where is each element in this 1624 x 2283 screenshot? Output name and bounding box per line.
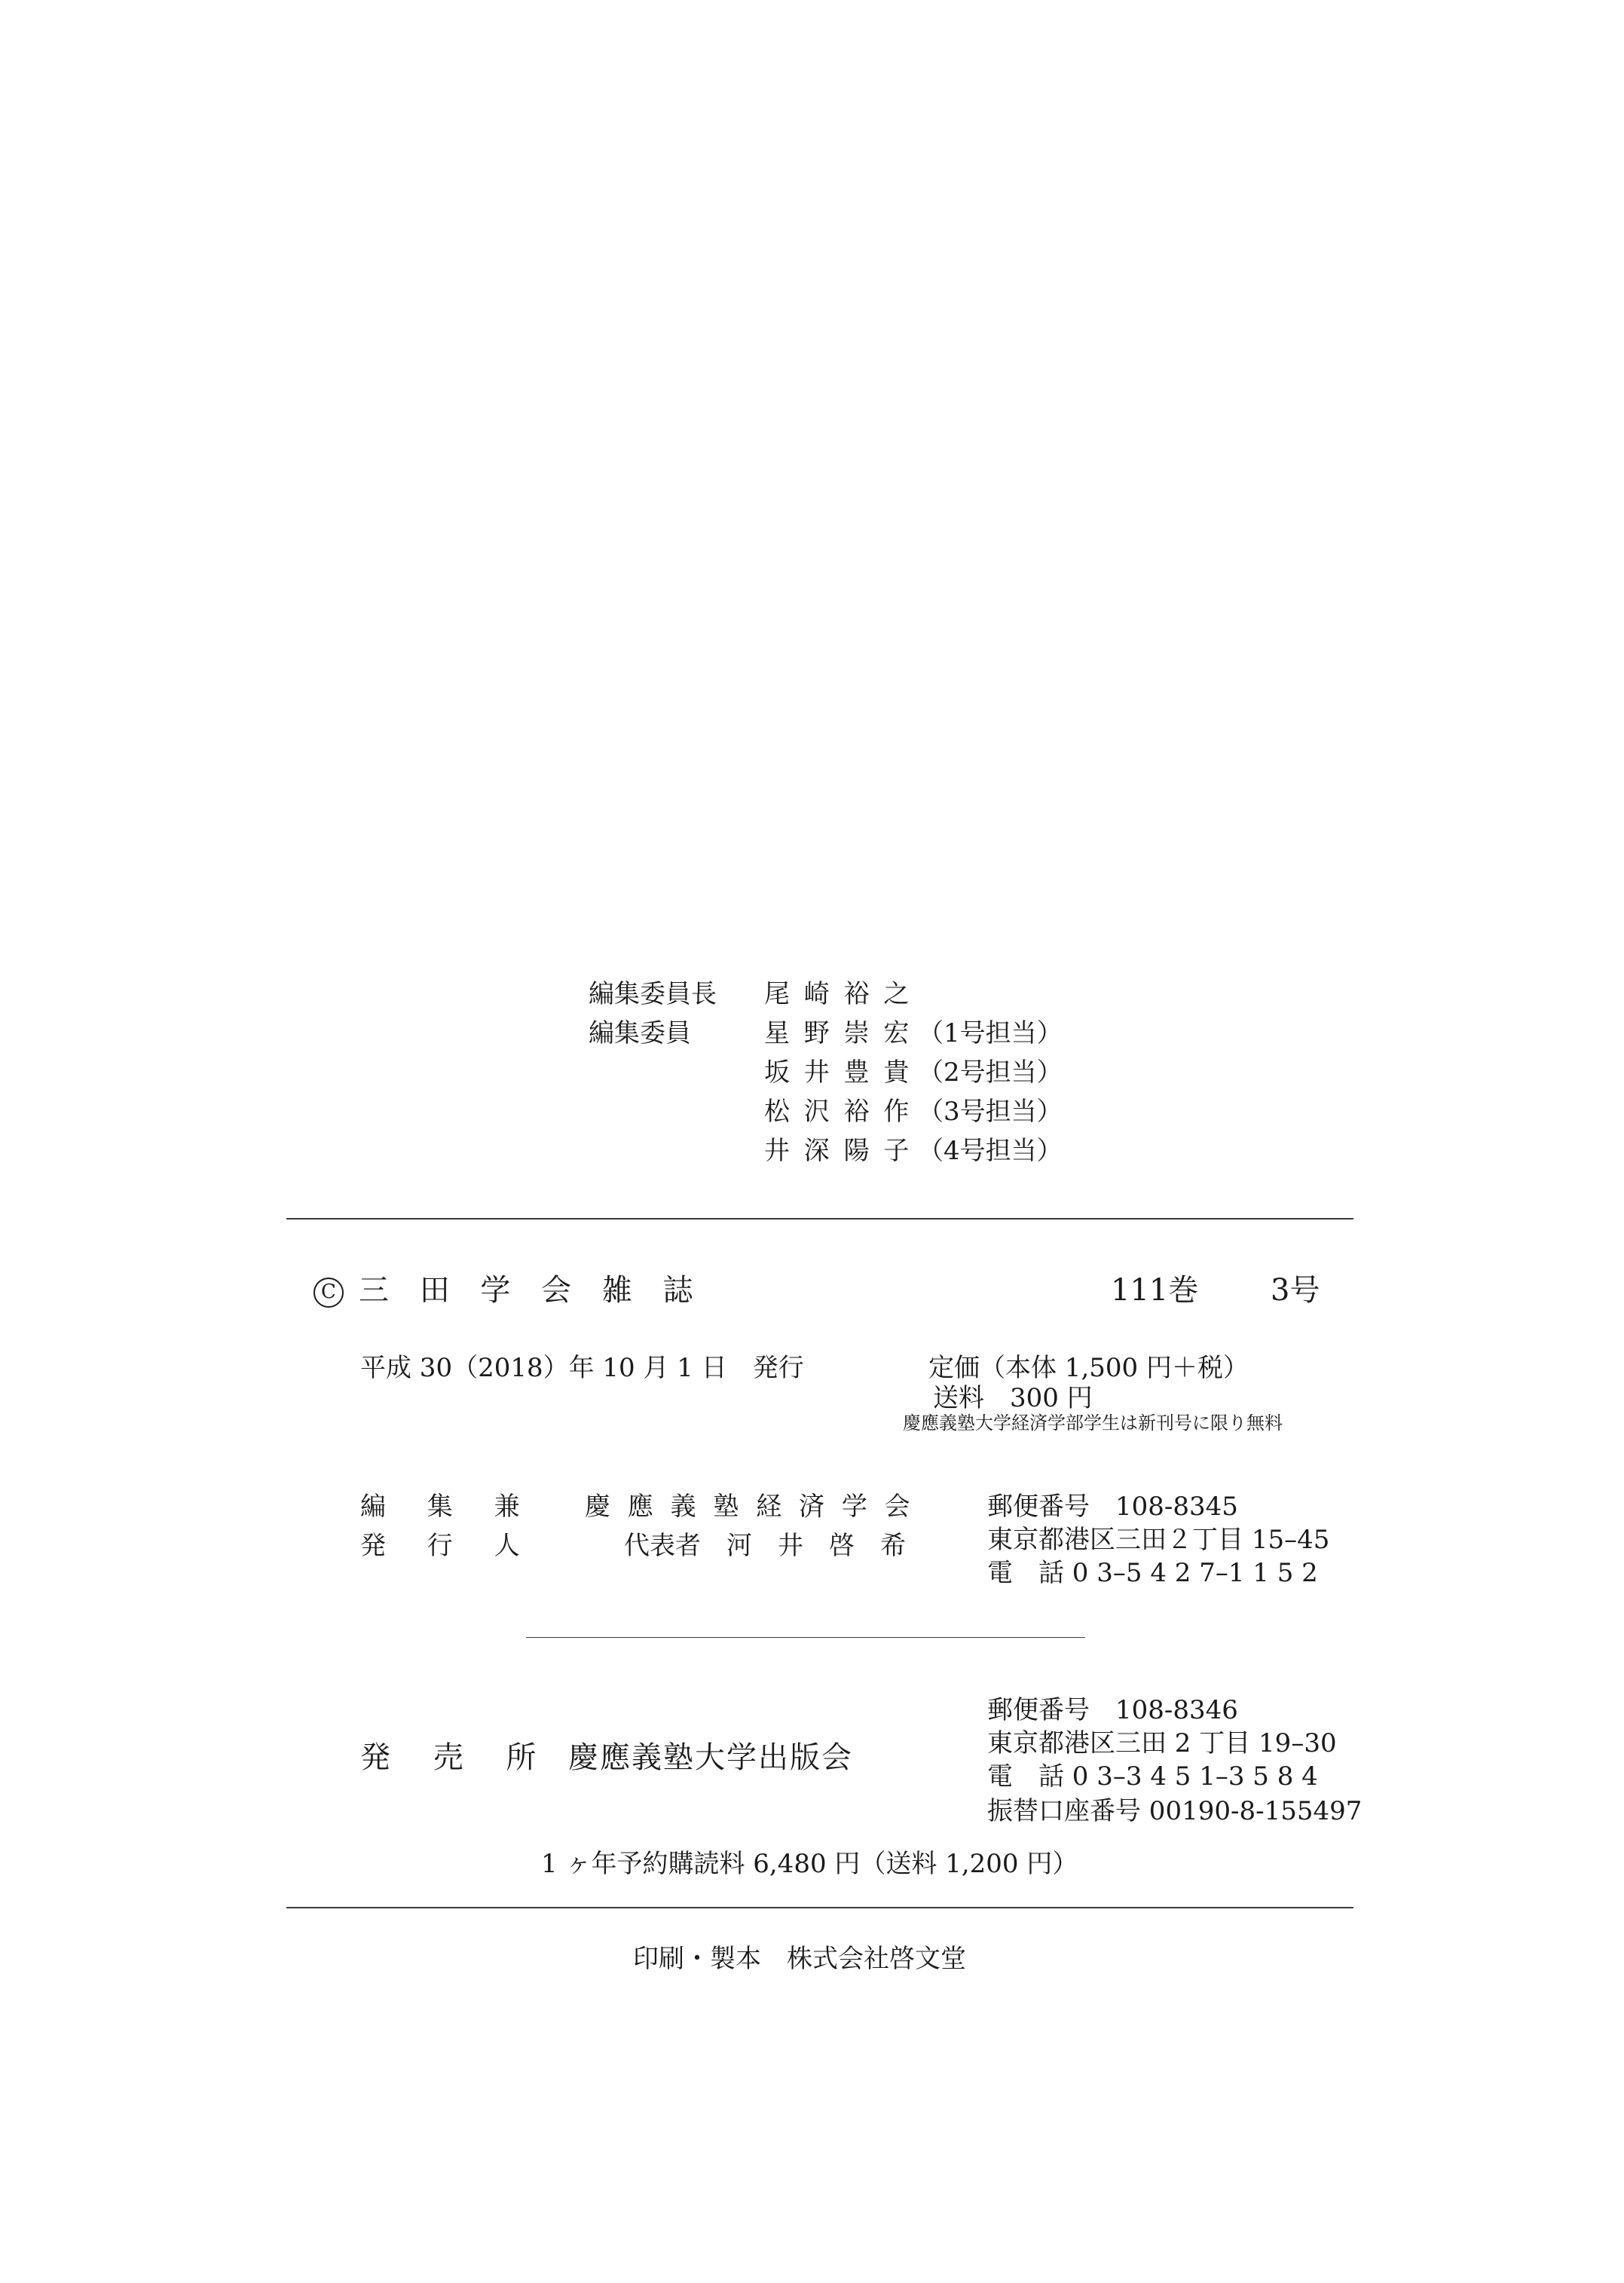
editor-publisher-label-2: 発 行 人 [360, 1531, 537, 1561]
student-note: 慶應義塾大学経済学部学生は新刊号に限り無料 [903, 1412, 1283, 1434]
volume-number: 111巻 [1111, 1273, 1199, 1308]
member-name: 星 野 崇 宏 [764, 1018, 913, 1048]
member-name: 井 深 陽 子 [764, 1136, 913, 1166]
distributor-label: 発 売 所 [360, 1740, 553, 1775]
bottom-divider [286, 1907, 1353, 1908]
middle-divider [526, 1637, 1085, 1638]
shipping-fee: 送料 300 円 [933, 1383, 1093, 1413]
issue-date: 平成 30（2018）年 10 月 1 日 発行 [360, 1353, 804, 1383]
member-role: （2号担当） [918, 1057, 1063, 1088]
editorial-members-label: 編集委員 [589, 1018, 691, 1048]
member-role: （1号担当） [918, 1018, 1063, 1048]
issue-number: 3号 [1271, 1273, 1320, 1308]
price: 定価（本体 1,500 円＋税） [928, 1353, 1249, 1383]
publisher-phone: 電 話 0 3–5 4 2 7–1 1 5 2 [987, 1558, 1318, 1588]
editor-publisher-label-1: 編 集 兼 [360, 1492, 537, 1522]
distributor-phone: 電 話 0 3–3 4 5 1–3 5 8 4 [987, 1761, 1318, 1792]
distributor-transfer-account: 振替口座番号 00190-8-155497 [987, 1796, 1363, 1826]
publisher-postal: 郵便番号 108-8345 [987, 1492, 1238, 1522]
distributor-org: 慶應義塾大学出版会 [568, 1740, 853, 1775]
publisher-org: 慶 應 義 塾 経 済 学 会 [585, 1492, 915, 1522]
publisher-address: 東京都港区三田２丁目 15–45 [987, 1525, 1330, 1555]
editor-in-chief-name: 尾 崎 裕 之 [764, 979, 913, 1009]
copyright-icon: C [313, 1278, 344, 1308]
distributor-postal: 郵便番号 108-8346 [987, 1695, 1238, 1725]
member-role: （4号担当） [918, 1136, 1063, 1166]
publisher-representative: 代表者 河 井 啓 希 [624, 1531, 906, 1561]
distributor-address: 東京都港区三田 2 丁目 19–30 [987, 1728, 1337, 1758]
top-divider [286, 1218, 1353, 1220]
editor-in-chief-label: 編集委員長 [589, 979, 717, 1009]
member-name: 松 沢 裕 作 [764, 1097, 913, 1127]
printer-binder: 印刷・製本 株式会社啓文堂 [633, 1944, 966, 1974]
journal-title: 三 田 学 会 雑 誌 [359, 1273, 704, 1308]
subscription-fee: 1 ヶ年予約購読料 6,480 円（送料 1,200 円） [541, 1849, 1078, 1879]
member-name: 坂 井 豊 貴 [764, 1057, 913, 1088]
journal-title-line [313, 1272, 704, 1308]
member-role: （3号担当） [918, 1097, 1063, 1127]
